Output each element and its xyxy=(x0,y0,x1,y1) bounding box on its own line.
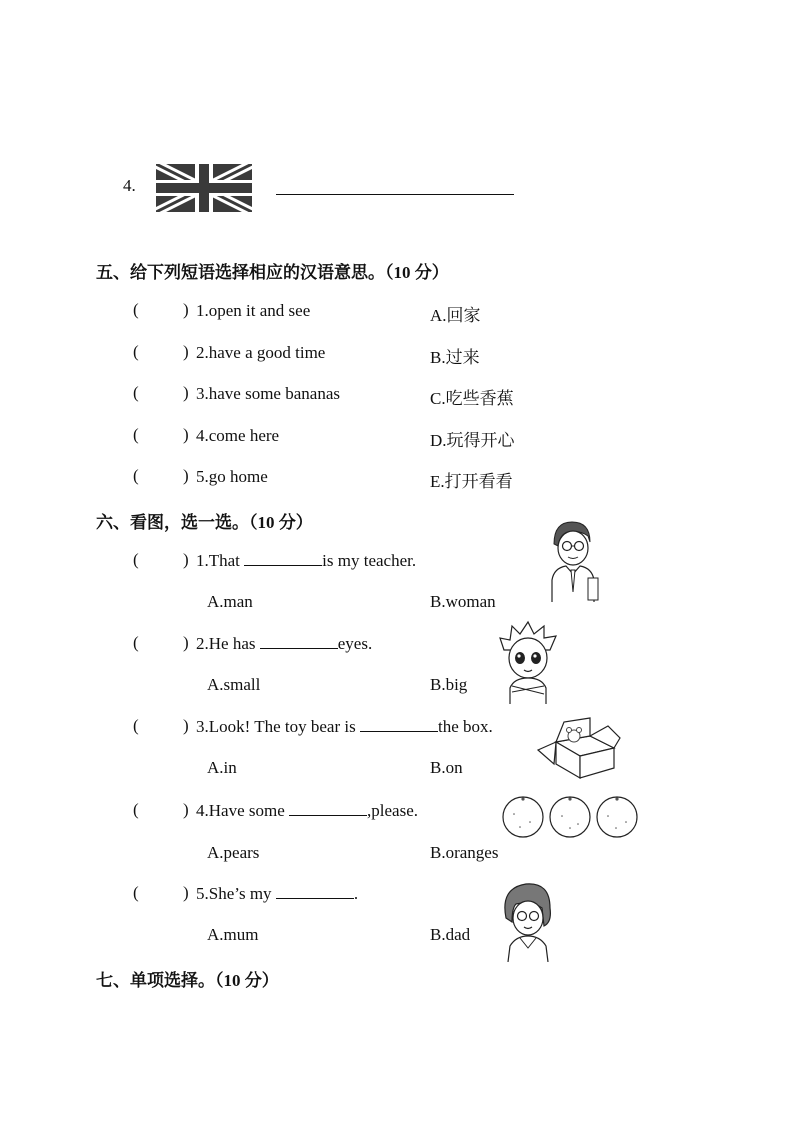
fill-blank[interactable] xyxy=(276,884,354,899)
phrase-text: 4.come here xyxy=(196,426,280,445)
choice-a: A.man xyxy=(207,592,253,611)
phrase-text: 2.have a good time xyxy=(196,343,326,362)
choice-b: B.woman xyxy=(430,592,496,611)
woman-mum-picture xyxy=(498,878,558,962)
sentence-4: 4.Have some ,please. xyxy=(196,801,418,820)
question-4-number: 4. xyxy=(123,176,136,195)
choice-a: A.pears xyxy=(207,843,260,862)
boy-big-eyes-picture xyxy=(498,620,558,704)
section-5-title: 五、给下列短语选择相应的汉语意思。（10 分） xyxy=(96,263,449,282)
fill-blank[interactable] xyxy=(244,551,322,566)
bear-in-box-picture xyxy=(534,716,622,780)
section-6-title: 六、看图，选一选。（10 分） xyxy=(96,513,313,532)
sentence-1: 1.That is my teacher. xyxy=(196,551,417,570)
fill-blank[interactable] xyxy=(289,801,367,816)
oranges-picture xyxy=(500,794,642,838)
phrase-text: 1.open it and see xyxy=(196,301,311,320)
fill-blank[interactable] xyxy=(360,717,438,732)
sentence-5: 5.She’s my . xyxy=(196,884,359,903)
section-7-title: 七、单项选择。（10 分） xyxy=(96,971,279,990)
option-text: D.玩得开心 xyxy=(430,431,515,450)
choice-a: A.in xyxy=(207,758,237,777)
sentence-2: 2.He has eyes. xyxy=(196,634,373,653)
option-text: B.过来 xyxy=(430,348,480,367)
choice-b: B.on xyxy=(430,758,463,777)
choice-a: A.mum xyxy=(207,925,259,944)
choice-b: B.oranges xyxy=(430,843,499,862)
fill-blank[interactable] xyxy=(260,634,338,649)
sentence-3: 3.Look! The toy bear is the box. xyxy=(196,717,493,736)
phrase-text: 3.have some bananas xyxy=(196,384,340,403)
teacher-man-picture xyxy=(546,516,602,602)
option-text: C.吃些香蕉 xyxy=(430,389,514,408)
option-text: A.回家 xyxy=(430,306,481,325)
answer-line-q4[interactable] xyxy=(276,194,514,195)
option-text: E.打开看看 xyxy=(430,472,513,491)
uk-flag-icon xyxy=(156,164,252,212)
choice-b: B.dad xyxy=(430,925,471,944)
choice-b: B.big xyxy=(430,675,468,694)
choice-a: A.small xyxy=(207,675,261,694)
phrase-text: 5.go home xyxy=(196,467,268,486)
